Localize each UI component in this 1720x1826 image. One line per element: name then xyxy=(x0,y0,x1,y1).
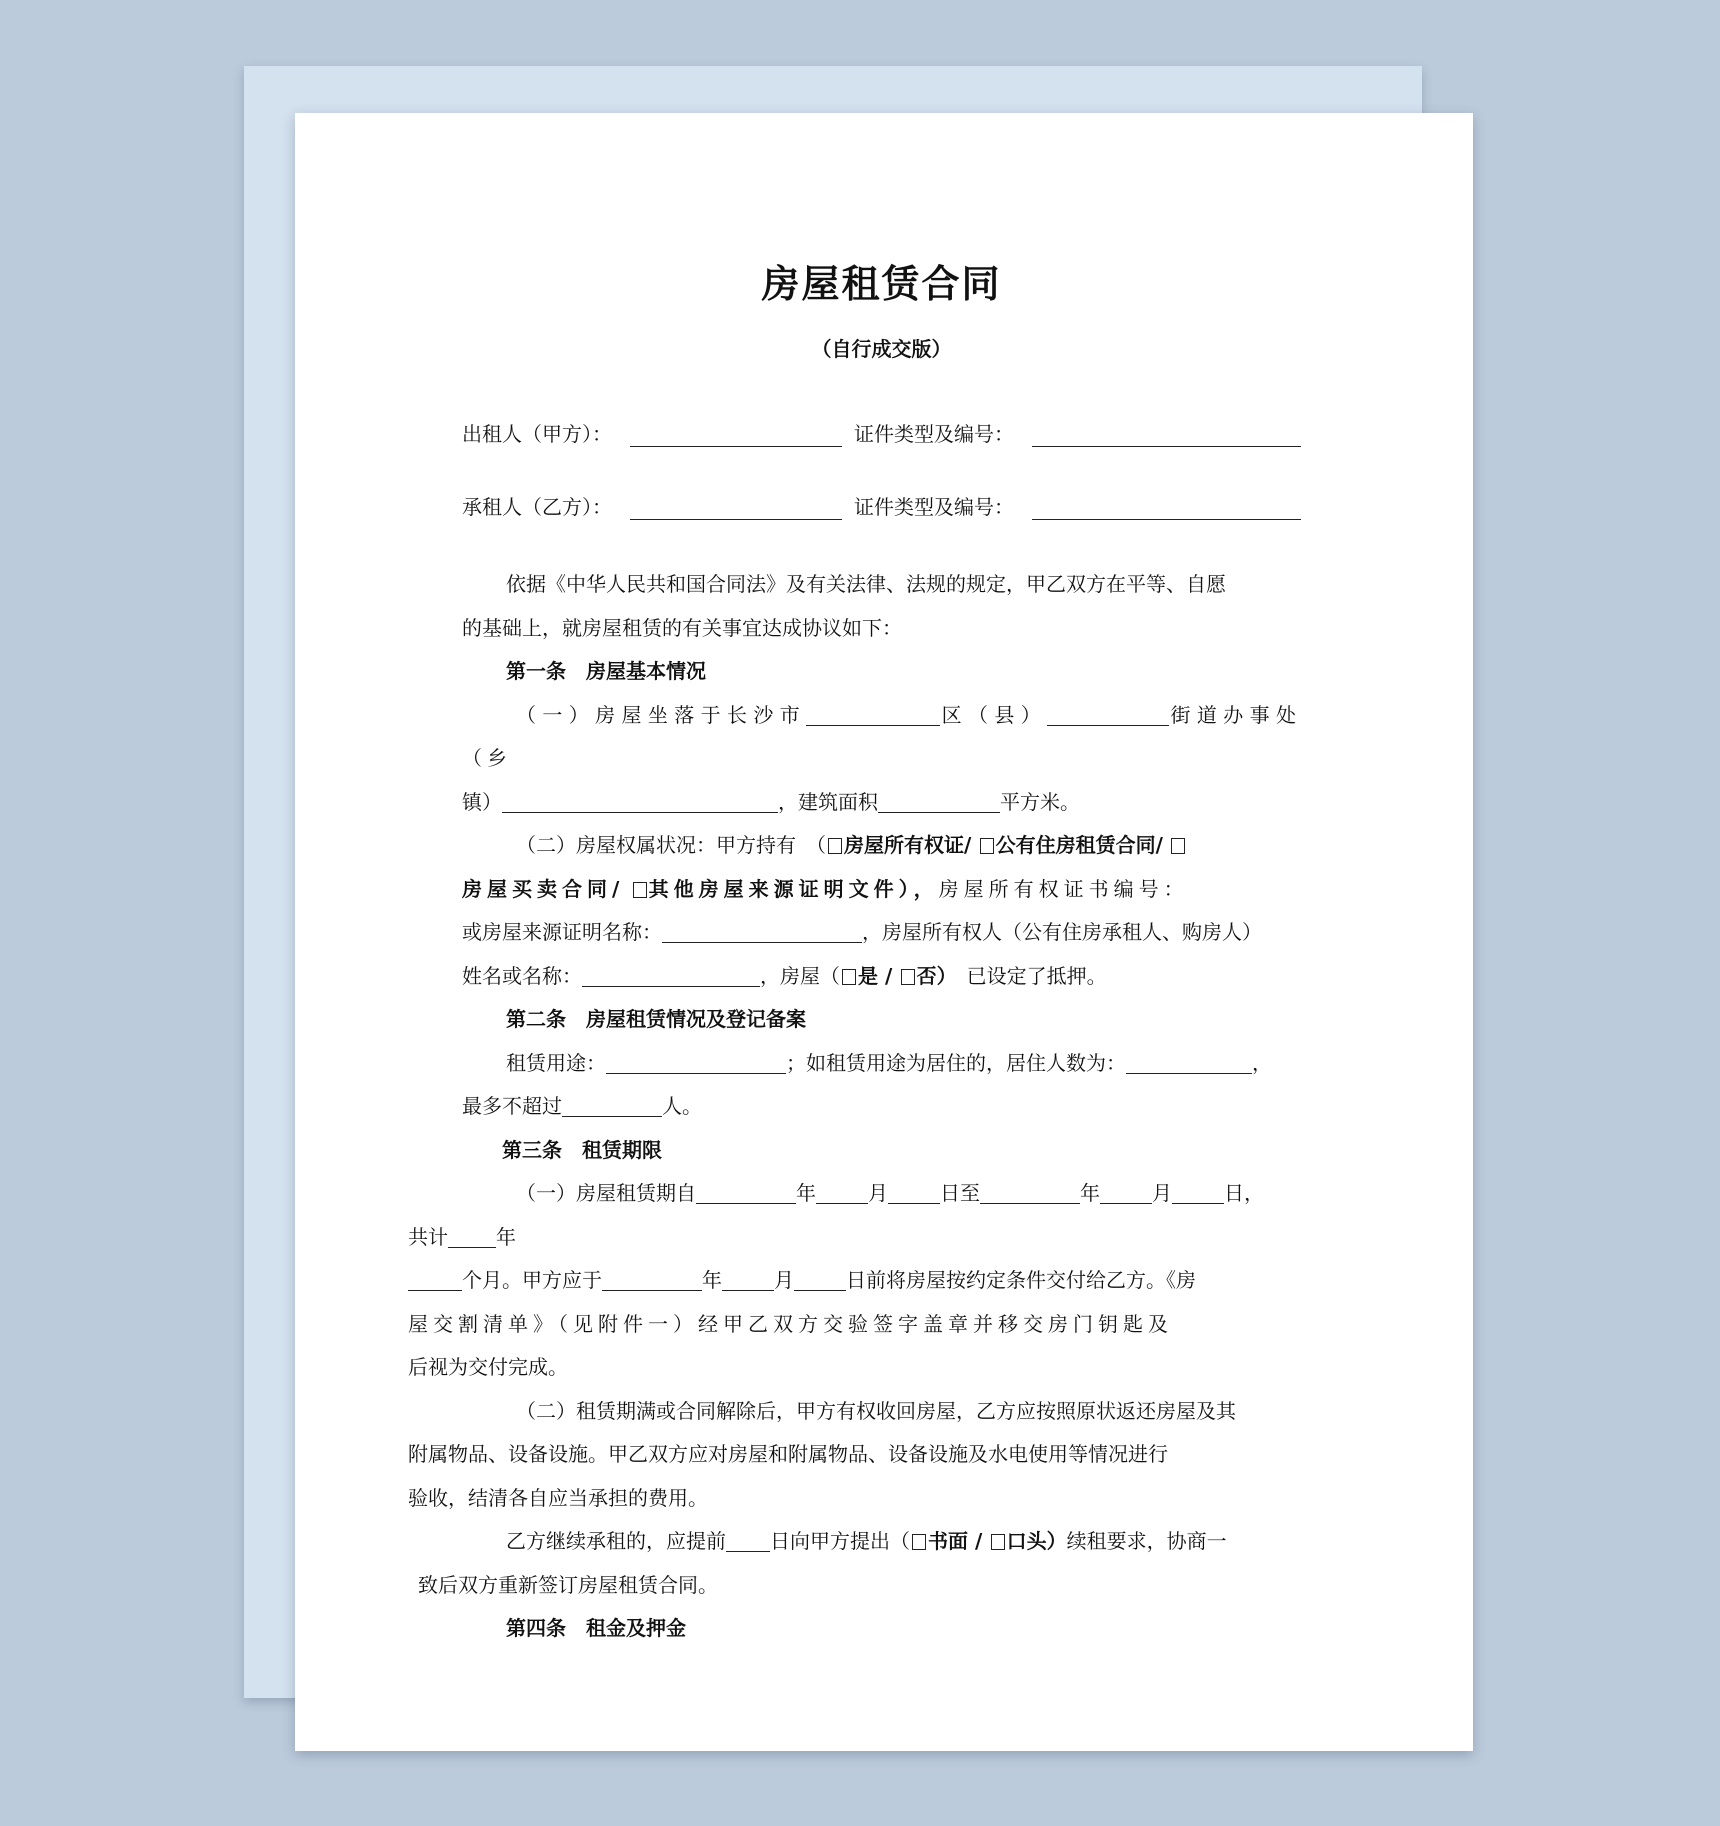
date-blank xyxy=(722,1266,774,1291)
checkbox-icon[interactable] xyxy=(1171,838,1185,854)
clause-text: 日前将房屋按约定条件交付给乙方。《房 xyxy=(846,1268,1196,1292)
option-text: 口头） xyxy=(1006,1529,1067,1553)
checkbox-icon[interactable] xyxy=(980,838,994,854)
occupants-blank xyxy=(1126,1049,1252,1074)
article-1-clause-2 xyxy=(462,824,1301,998)
clause-text: 人。 xyxy=(662,1094,702,1118)
clause-text: 月 xyxy=(1152,1181,1172,1205)
article-3-renewal xyxy=(418,1520,1301,1607)
lessor-id-label: 证件类型及编号： xyxy=(854,422,1014,446)
clause-text: 验收，结清各自应当承担的费用。 xyxy=(408,1485,708,1510)
clause-text: ，房屋所有权人（公有住房承租人、购房人） xyxy=(862,920,1262,944)
lessor-blank xyxy=(630,444,842,447)
intro-line-2: 的基础上，就房屋租赁的有关事宜达成协议如下： xyxy=(462,615,902,640)
article-2-body xyxy=(462,1042,1301,1129)
date-blank xyxy=(602,1266,702,1291)
clause-text: 日， xyxy=(1224,1181,1264,1205)
clause-text: 日至 xyxy=(940,1181,980,1205)
town-blank xyxy=(502,788,778,813)
months-blank xyxy=(408,1266,462,1291)
article-3-clause-1 xyxy=(408,1172,1301,1390)
usage-blank xyxy=(606,1049,786,1074)
lessor-label: 出租人（甲方）： xyxy=(462,422,612,446)
intro-paragraph xyxy=(462,563,1301,650)
article-4-heading: 第四条 租金及押金 xyxy=(506,1616,686,1640)
clause-text: 致后双方重新签订房屋租赁合同。 xyxy=(418,1572,718,1597)
clause-text: 区（县） xyxy=(940,702,1048,727)
clause-text: 最多不超过 xyxy=(462,1094,562,1118)
max-occupants-blank xyxy=(562,1092,662,1117)
street-blank xyxy=(1047,701,1169,726)
clause-text: 平方米。 xyxy=(1000,789,1080,814)
lessee-label: 承租人（乙方）： xyxy=(462,495,612,519)
clause-text: 月 xyxy=(868,1181,888,1205)
option-text: 书面 / xyxy=(928,1529,983,1553)
clause-text: 街道办事处（乡 xyxy=(462,702,1302,770)
clause-text: 后视为交付完成。 xyxy=(408,1355,568,1379)
clause-text: 年 xyxy=(1080,1181,1100,1205)
clause-text: 乙方继续承租的，应提前 xyxy=(506,1529,726,1553)
clause-text: ，建筑面积 xyxy=(778,789,878,814)
area-blank xyxy=(878,788,1000,813)
option-text: 公有住房租赁合同/ xyxy=(995,833,1163,857)
district-blank xyxy=(806,701,940,726)
intro-line-1: 依据《中华人民共和国合同法》及有关法律、法规的规定，甲乙双方在平等、自愿 xyxy=(506,572,1226,596)
clause-text: ，房屋（ xyxy=(760,963,840,988)
source-name-blank xyxy=(662,918,862,943)
article-2-heading: 第二条 房屋租赁情况及登记备案 xyxy=(506,1007,806,1031)
clause-text: 租赁用途： xyxy=(506,1050,606,1075)
option-text: 房屋所有权证/ xyxy=(844,833,972,857)
clause-text: 月 xyxy=(774,1268,794,1292)
checkbox-icon[interactable] xyxy=(828,838,842,854)
clause-text: 屋交割清单》（见附件一）经甲乙双方交验签字盖章并移交房门钥匙及 xyxy=(408,1311,1173,1336)
clause-text: ， xyxy=(1252,1050,1272,1075)
contract-body xyxy=(408,563,1302,1651)
option-text: 其他房屋来源证明文件）， xyxy=(648,876,939,901)
date-blank xyxy=(1172,1179,1224,1204)
clause-text: 姓名或名称： xyxy=(462,963,582,988)
notice-days-blank xyxy=(726,1527,770,1552)
lessee-row xyxy=(462,486,1301,526)
lessee-blank xyxy=(630,517,842,520)
clause-text: 镇） xyxy=(462,789,502,814)
checkbox-icon[interactable] xyxy=(901,969,915,985)
clause-text: （一）房屋坐落于长沙市 xyxy=(516,702,807,727)
checkbox-icon[interactable] xyxy=(842,969,856,985)
lessee-id-label: 证件类型及编号： xyxy=(854,495,1014,519)
clause-text: 日向甲方提出（ xyxy=(770,1529,910,1553)
clause-text: 房屋所有权证书编号： xyxy=(938,876,1189,901)
clause-text: 年 xyxy=(702,1268,722,1292)
clause-text: ；如租赁用途为居住的，居住人数为： xyxy=(786,1050,1126,1075)
clause-text: 附属物品、设备设施。甲乙双方应对房屋和附属物品、设备设施及水电使用等情况进行 xyxy=(408,1442,1168,1466)
article-3-heading: 第三条 租赁期限 xyxy=(502,1137,662,1162)
document-subtitle: （自行成交版） xyxy=(811,337,952,361)
checkbox-icon[interactable] xyxy=(991,1534,1005,1550)
checkbox-icon[interactable] xyxy=(912,1534,926,1550)
document-title: 房屋租赁合同 xyxy=(761,262,1002,306)
lessee-id-blank xyxy=(1032,517,1301,520)
article-1-heading: 第一条 房屋基本情况 xyxy=(506,659,706,683)
clause-text: 续租要求，协商一 xyxy=(1066,1529,1227,1553)
clause-text: 年 xyxy=(496,1224,516,1249)
date-blank xyxy=(794,1266,846,1291)
lessor-id-blank xyxy=(1032,444,1301,447)
option-text: 是 / xyxy=(858,963,893,988)
article-1-clause-1 xyxy=(462,694,1301,825)
clause-text: 年 xyxy=(796,1181,816,1205)
date-blank xyxy=(816,1179,868,1204)
lessor-row xyxy=(462,413,1301,453)
clause-text: 共计 xyxy=(408,1224,448,1249)
date-blank xyxy=(980,1179,1080,1204)
document-page xyxy=(295,113,1473,1751)
clause-text: （二）租赁期满或合同解除后，甲方有权收回房屋，乙方应按照原状返还房屋及其 xyxy=(516,1398,1236,1423)
clause-text: （一）房屋租赁期自 xyxy=(516,1181,696,1205)
clause-text: 已设定了抵押。 xyxy=(946,963,1107,988)
clause-text: 或房屋来源证明名称： xyxy=(462,920,662,944)
checkbox-icon[interactable] xyxy=(633,882,647,898)
option-text: 房屋买卖合同/ xyxy=(462,876,625,901)
years-blank xyxy=(448,1223,496,1248)
date-blank xyxy=(696,1179,796,1204)
article-3-clause-2 xyxy=(408,1390,1301,1521)
date-blank xyxy=(888,1179,940,1204)
date-blank xyxy=(1100,1179,1152,1204)
clause-text: 个月。甲方应于 xyxy=(462,1268,602,1292)
option-text: 否） xyxy=(916,963,947,988)
clause-text: （二）房屋权属状况：甲方持有 （ xyxy=(516,833,826,857)
owner-name-blank xyxy=(582,962,760,987)
